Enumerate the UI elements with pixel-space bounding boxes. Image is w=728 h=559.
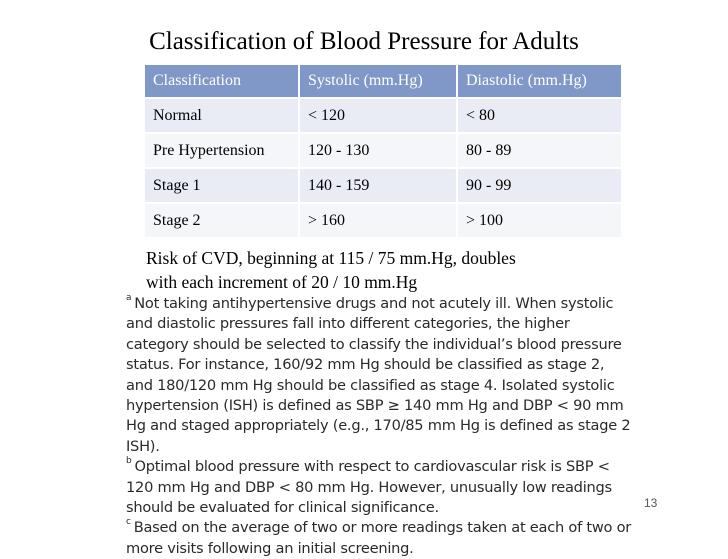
table-row — [145, 204, 623, 239]
footnote-marker: b — [126, 456, 132, 467]
table-cell: Stage 2 — [145, 204, 300, 239]
footnote-marker: a — [126, 293, 132, 303]
page-number: 13 — [644, 496, 658, 510]
table-cell: Normal — [145, 99, 300, 134]
table-cell: 120 - 130 — [300, 134, 458, 169]
cvd-risk-note — [146, 246, 606, 294]
table-cell: 90 - 99 — [458, 169, 623, 204]
footnotes-image — [126, 293, 635, 557]
footnote-marker: c — [126, 517, 131, 528]
slide-title: Classification of Blood Pressure for Adults — [149, 28, 579, 55]
footnote-text: Based on the average of two or more readings taken at each of two or more visits following an initial screening. — [126, 519, 632, 557]
column-header-systolic: Systolic (mm.Hg) — [300, 65, 458, 99]
table-cell: Stage 1 — [145, 169, 300, 204]
column-header-classification: Classification — [145, 65, 300, 99]
table-cell: < 80 — [458, 99, 623, 134]
footnote-text: Optimal blood pressure with respect to cardiovascular risk is SBP < 120 mm Hg and DBP < 80 mm Hg. However, unusually low readings should be evaluated for clinical significance. — [126, 458, 612, 517]
column-header-diastolic: Diastolic (mm.Hg) — [458, 65, 623, 99]
footnote-text: Not taking antihypertensive drugs and not acutely ill. When systolic and diastolic pressures fall into different categories, the higher category should be selected to classify the individual’s blood pressure status. For instance, 160/92 mm Hg should be classified as stage 2, and 180/120 mm Hg should be classified as stage 4. Isolated systolic hypertension (ISH) is defined as SBP ≥ 140 mm Hg and DBP < 90 mm Hg and staged appropriately (e.g., 170/85 mm Hg is defined as stage 2 ISH). — [126, 295, 631, 455]
table-cell: 80 - 89 — [458, 134, 623, 169]
footnote-c — [126, 518, 635, 559]
table-cell: > 100 — [458, 204, 623, 239]
table-cell: 140 - 159 — [300, 169, 458, 204]
table-row — [145, 99, 623, 134]
risk-note-line: with each increment of 20 / 10 mm.Hg — [146, 272, 418, 292]
footnote-b — [126, 457, 635, 518]
table-cell: Pre Hypertension — [145, 134, 300, 169]
table-row — [145, 169, 623, 204]
risk-note-line: Risk of CVD, beginning at 115 / 75 mm.Hg, doubles — [146, 248, 516, 268]
footnote-a — [126, 294, 635, 457]
table-row — [145, 134, 623, 169]
table-cell: < 120 — [300, 99, 458, 134]
table-header-row — [145, 65, 623, 99]
table-cell: > 160 — [300, 204, 458, 239]
bp-classification-table — [145, 65, 623, 239]
